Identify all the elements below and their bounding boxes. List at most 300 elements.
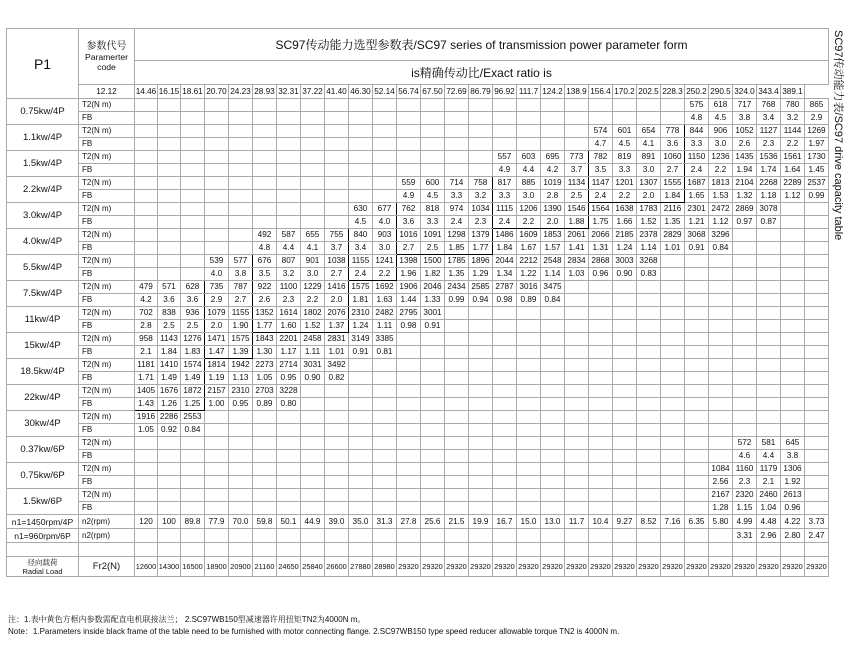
value-cell [181, 463, 205, 476]
value-cell [325, 138, 349, 151]
value-cell [421, 437, 445, 450]
value-cell [589, 294, 613, 307]
value-cell: 0.96 [781, 502, 805, 515]
value-cell [349, 177, 373, 190]
value-cell: 14300 [158, 557, 181, 577]
value-cell [709, 398, 733, 411]
speed-label: n1=1450rpm/4P [7, 515, 79, 529]
value-cell [445, 99, 469, 112]
value-cell [373, 476, 397, 489]
value-cell: 2869 [733, 203, 757, 216]
value-cell [517, 125, 541, 138]
value-cell [229, 164, 253, 177]
value-cell [158, 216, 181, 229]
value-cell [685, 268, 709, 281]
value-cell [373, 437, 397, 450]
value-cell: 1144 [781, 125, 805, 138]
value-cell [445, 125, 469, 138]
value-cell: 645 [781, 437, 805, 450]
value-cell: 4.22 [781, 515, 805, 529]
value-cell: 7.16 [661, 515, 685, 529]
value-cell: 1.12 [781, 190, 805, 203]
value-cell: 1.05 [135, 424, 158, 437]
value-cell [135, 203, 158, 216]
value-cell [277, 151, 301, 164]
value-cell [325, 463, 349, 476]
value-cell: 29320 [757, 557, 781, 577]
value-cell: 838 [158, 307, 181, 320]
value-cell [517, 346, 541, 359]
value-cell: 2795 [397, 307, 421, 320]
value-cell [301, 437, 325, 450]
motor-label: 11kw/4P [7, 307, 79, 333]
value-cell [733, 398, 757, 411]
value-cell: 0.91 [421, 320, 445, 333]
fb-label: FB [79, 242, 135, 255]
value-cell [229, 190, 253, 203]
value-cell: 3.0 [301, 268, 325, 281]
value-cell [541, 138, 565, 151]
value-cell [349, 151, 373, 164]
value-cell [277, 125, 301, 138]
value-cell [805, 398, 829, 411]
value-cell: 29320 [469, 557, 493, 577]
value-cell: 2167 [709, 489, 733, 502]
value-cell [445, 359, 469, 372]
value-cell [397, 346, 421, 359]
spacer-cell [517, 543, 541, 557]
value-cell [253, 151, 277, 164]
value-cell: 2157 [205, 385, 229, 398]
spacer-cell [158, 543, 181, 557]
value-cell [469, 151, 493, 164]
value-cell [733, 320, 757, 333]
spacer-cell [421, 543, 445, 557]
fb-label: FB [79, 190, 135, 203]
value-cell: 77.9 [205, 515, 229, 529]
value-cell: 2061 [565, 229, 589, 242]
value-cell [349, 112, 373, 125]
value-cell [373, 489, 397, 502]
value-cell: 9.27 [613, 515, 637, 529]
value-cell: 1.39 [229, 346, 253, 359]
value-cell: 1942 [229, 359, 253, 372]
spacer-cell [589, 543, 613, 557]
value-cell [517, 411, 541, 424]
value-cell: 4.1 [301, 242, 325, 255]
value-cell [493, 385, 517, 398]
value-cell [637, 463, 661, 476]
value-cell [541, 385, 565, 398]
value-cell [181, 203, 205, 216]
code-en1: Paramerter [85, 51, 128, 62]
value-cell [757, 229, 781, 242]
value-cell [589, 112, 613, 125]
value-cell: 2472 [709, 203, 733, 216]
value-cell [181, 216, 205, 229]
table-row [7, 151, 829, 164]
table-row [7, 229, 829, 242]
value-cell [661, 450, 685, 463]
value-cell [397, 385, 421, 398]
value-cell [565, 99, 589, 112]
table-row [7, 424, 829, 437]
value-cell [709, 294, 733, 307]
value-cell: 1783 [637, 203, 661, 216]
value-cell [421, 333, 445, 346]
value-cell [158, 112, 181, 125]
value-cell [229, 450, 253, 463]
value-cell [493, 398, 517, 411]
value-cell [373, 398, 397, 411]
table-row [7, 190, 829, 203]
ratio-cell: 12.12 [79, 85, 135, 99]
value-cell: 1.15 [733, 502, 757, 515]
value-cell: 1564 [589, 203, 613, 216]
value-cell [613, 99, 637, 112]
value-cell: 4.0 [205, 268, 229, 281]
value-cell [135, 229, 158, 242]
value-cell [541, 489, 565, 502]
value-cell: 3268 [637, 255, 661, 268]
value-cell: 3.4 [349, 242, 373, 255]
value-cell: 6.35 [685, 515, 709, 529]
value-cell [253, 502, 277, 515]
t2-label: T2(N m) [79, 99, 135, 112]
value-cell [253, 190, 277, 203]
value-cell: 2.1 [135, 346, 158, 359]
value-cell [637, 346, 661, 359]
value-cell: 865 [805, 99, 829, 112]
value-cell: 2829 [661, 229, 685, 242]
value-cell [325, 424, 349, 437]
value-cell [661, 333, 685, 346]
value-cell [469, 359, 493, 372]
value-cell [277, 437, 301, 450]
value-cell: 1241 [373, 255, 397, 268]
speed-row [7, 529, 829, 543]
value-cell [565, 320, 589, 333]
value-cell: 1.43 [135, 398, 158, 411]
value-cell [781, 281, 805, 294]
value-cell [613, 281, 637, 294]
value-cell [135, 529, 158, 543]
value-cell [517, 476, 541, 489]
value-cell: 1.81 [349, 294, 373, 307]
value-cell: 787 [229, 281, 253, 294]
value-cell: 3.8 [733, 112, 757, 125]
value-cell: 1060 [661, 151, 685, 164]
value-cell [373, 125, 397, 138]
value-cell: 4.4 [517, 164, 541, 177]
value-cell [685, 502, 709, 515]
value-cell [541, 112, 565, 125]
value-cell: 2289 [781, 177, 805, 190]
value-cell [541, 346, 565, 359]
value-cell [349, 372, 373, 385]
value-cell [541, 359, 565, 372]
value-cell: 4.9 [397, 190, 421, 203]
value-cell [781, 346, 805, 359]
value-cell [421, 359, 445, 372]
value-cell: 2482 [373, 307, 397, 320]
value-cell [757, 333, 781, 346]
t2-label: T2(N m) [79, 385, 135, 398]
value-cell [493, 463, 517, 476]
value-cell: 1575 [349, 281, 373, 294]
fb-label: FB [79, 216, 135, 229]
ratio-cell: 52.14 [373, 85, 397, 99]
value-cell: 1.21 [685, 216, 709, 229]
value-cell [613, 529, 637, 543]
value-cell [733, 242, 757, 255]
value-cell: 29320 [493, 557, 517, 577]
value-cell: 780 [781, 99, 805, 112]
table-title: SC97传动能力选型参数表/SC97 series of transmission power parameter form [135, 29, 829, 61]
value-cell: 654 [637, 125, 661, 138]
value-cell [397, 476, 421, 489]
value-cell [181, 177, 205, 190]
value-cell [397, 333, 421, 346]
value-cell [613, 112, 637, 125]
value-cell [181, 229, 205, 242]
value-cell [397, 164, 421, 177]
value-cell [637, 281, 661, 294]
value-cell [541, 99, 565, 112]
value-cell: 1079 [205, 307, 229, 320]
value-cell [205, 424, 229, 437]
value-cell [158, 463, 181, 476]
value-cell [757, 281, 781, 294]
t2-label: T2(N m) [79, 203, 135, 216]
t2-label: T2(N m) [79, 411, 135, 424]
value-cell: 4.5 [349, 216, 373, 229]
value-cell [541, 125, 565, 138]
value-cell [445, 463, 469, 476]
value-cell [589, 424, 613, 437]
value-cell: 3.8 [781, 450, 805, 463]
fb-label: FB [79, 138, 135, 151]
value-cell [135, 463, 158, 476]
value-cell: 100 [158, 515, 181, 529]
value-cell [589, 372, 613, 385]
value-cell [685, 424, 709, 437]
value-cell [541, 502, 565, 515]
value-cell [517, 320, 541, 333]
value-cell [253, 529, 277, 543]
value-cell [709, 450, 733, 463]
value-cell [637, 450, 661, 463]
value-cell [733, 281, 757, 294]
value-cell [517, 424, 541, 437]
value-cell [277, 190, 301, 203]
value-cell [229, 216, 253, 229]
value-cell [229, 476, 253, 489]
value-cell [205, 190, 229, 203]
value-cell: 1134 [565, 177, 589, 190]
value-cell [349, 138, 373, 151]
motor-label: 7.5kw/4P [7, 281, 79, 307]
value-cell [205, 112, 229, 125]
value-cell [589, 476, 613, 489]
value-cell [565, 359, 589, 372]
value-cell [685, 307, 709, 320]
value-cell: 3.0 [373, 242, 397, 255]
value-cell: 0.87 [757, 216, 781, 229]
value-cell: 1127 [757, 125, 781, 138]
value-cell: 755 [325, 229, 349, 242]
value-cell: 714 [445, 177, 469, 190]
value-cell [493, 138, 517, 151]
value-cell: 2537 [805, 177, 829, 190]
value-cell [325, 190, 349, 203]
value-cell: 1471 [205, 333, 229, 346]
spacer-cell [7, 543, 79, 557]
value-cell [469, 398, 493, 411]
value-cell: 1.49 [158, 372, 181, 385]
value-cell [493, 346, 517, 359]
value-cell: 1.00 [205, 398, 229, 411]
value-cell: 2212 [517, 255, 541, 268]
value-cell [469, 424, 493, 437]
value-cell [565, 346, 589, 359]
value-cell [229, 138, 253, 151]
value-cell: 4.0 [373, 216, 397, 229]
value-cell: 8.52 [637, 515, 661, 529]
table-row [7, 307, 829, 320]
table-row [7, 398, 829, 411]
value-cell: 628 [181, 281, 205, 294]
value-cell [565, 502, 589, 515]
t2-label: T2(N m) [79, 333, 135, 346]
value-cell [805, 489, 829, 502]
value-cell [135, 164, 158, 177]
value-cell [589, 307, 613, 320]
value-cell [805, 463, 829, 476]
value-cell: 1034 [469, 203, 493, 216]
value-cell: 1.84 [158, 346, 181, 359]
value-cell: 0.81 [373, 346, 397, 359]
value-cell: 1038 [325, 255, 349, 268]
table-row [7, 216, 829, 229]
value-cell [469, 138, 493, 151]
value-cell [541, 424, 565, 437]
table-row [7, 450, 829, 463]
value-cell: 3.4 [757, 112, 781, 125]
value-cell [397, 411, 421, 424]
table-row [7, 502, 829, 515]
value-cell [158, 151, 181, 164]
value-cell [661, 346, 685, 359]
ratio-title: is精确传动比/Exact ratio is [135, 61, 829, 85]
value-cell: 35.0 [349, 515, 373, 529]
value-cell: 25.6 [421, 515, 445, 529]
value-cell: 1181 [135, 359, 158, 372]
value-cell: 539 [205, 255, 229, 268]
value-cell [205, 216, 229, 229]
code-cn: 参数代号 [86, 40, 127, 52]
value-cell: 2703 [253, 385, 277, 398]
value-cell [589, 359, 613, 372]
value-cell [493, 437, 517, 450]
value-cell [805, 424, 829, 437]
value-cell [229, 529, 253, 543]
value-cell [301, 411, 325, 424]
value-cell [661, 320, 685, 333]
value-cell [805, 502, 829, 515]
value-cell [181, 151, 205, 164]
value-cell: 2.2 [517, 216, 541, 229]
value-cell: 572 [733, 437, 757, 450]
value-cell [301, 203, 325, 216]
value-cell [253, 476, 277, 489]
value-cell [613, 359, 637, 372]
value-cell: 0.83 [637, 268, 661, 281]
value-cell [205, 242, 229, 255]
value-cell [135, 190, 158, 203]
value-cell: 1906 [397, 281, 421, 294]
value-cell: 1.77 [469, 242, 493, 255]
capacity-table [6, 28, 829, 577]
table-row [7, 112, 829, 125]
value-cell [469, 346, 493, 359]
value-cell [757, 307, 781, 320]
value-cell [181, 125, 205, 138]
ratio-cell: 228.3 [661, 85, 685, 99]
value-cell [517, 437, 541, 450]
value-cell [637, 112, 661, 125]
value-cell [637, 411, 661, 424]
value-cell [205, 151, 229, 164]
value-cell [397, 489, 421, 502]
motor-label: 5.5kw/4P [7, 255, 79, 281]
value-cell [637, 359, 661, 372]
value-cell [733, 359, 757, 372]
value-cell: 2.8 [541, 190, 565, 203]
value-cell [709, 281, 733, 294]
value-cell: 974 [445, 203, 469, 216]
ratio-cell: 96.92 [493, 85, 517, 99]
value-cell: 2.0 [541, 216, 565, 229]
value-cell [301, 190, 325, 203]
value-cell [781, 411, 805, 424]
value-cell [757, 255, 781, 268]
value-cell [277, 164, 301, 177]
value-cell [565, 138, 589, 151]
value-cell [469, 112, 493, 125]
value-cell: 1019 [541, 177, 565, 190]
value-cell [733, 229, 757, 242]
value-cell [757, 268, 781, 281]
value-cell: 2066 [589, 229, 613, 242]
value-cell [733, 255, 757, 268]
value-cell: 3.0 [517, 190, 541, 203]
value-cell [637, 307, 661, 320]
value-cell [733, 372, 757, 385]
value-cell [181, 437, 205, 450]
value-cell [709, 268, 733, 281]
value-cell: 2.9 [205, 294, 229, 307]
value-cell [325, 489, 349, 502]
value-cell [661, 463, 685, 476]
value-cell [493, 411, 517, 424]
table-row [7, 203, 829, 216]
value-cell [205, 450, 229, 463]
value-cell [469, 411, 493, 424]
value-cell [757, 372, 781, 385]
value-cell: 2273 [253, 359, 277, 372]
value-cell: 1730 [805, 151, 829, 164]
